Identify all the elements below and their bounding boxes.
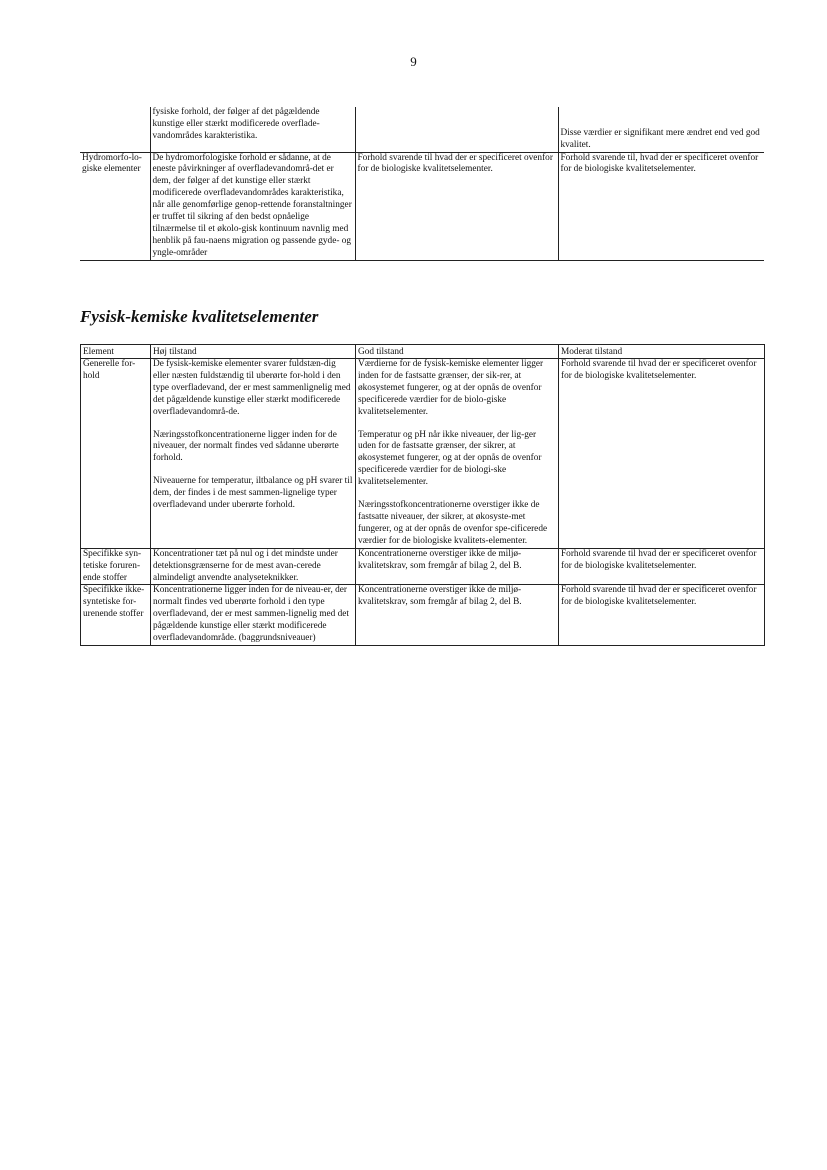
cell-text: De hydromorfologiske forhold er sådanne, at de eneste påvirkninger af overfladevandområ-det er dem, der følger af det kunstige eller stærkt modificerede overfladevandområdes karakteristika, når alle genomførlige genop-rettende foranstaltninger er truffet til sikring af den bedst opnåelige tilnærmelse til et økolo-gisk kontinuum navnlig med henblik på fau-naens migration og passende gyde- og yngle-områder	[152, 152, 352, 258]
cell-god-tilstand: Forhold svarende til hvad der er specificeret ovenfor for de biologiske kvalitetselementer.	[355, 152, 558, 260]
cell-hoj-tilstand	[151, 548, 356, 585]
table-row	[81, 359, 765, 549]
cell-text: Næringsstofkoncentrationerne overstiger ikke de fastsatte niveauer, der sikrer, at økosyste-met fungerer, og at der opnås de ovenfor spe-cificerede værdier for de biologiske kvalitets-elementer.	[358, 500, 548, 546]
table-row	[81, 548, 765, 585]
hydromorphology-table-continuation	[80, 107, 764, 261]
cell-moderat-tilstand: Disse værdier er signifikant mere ændret end ved god kvalitet.	[558, 107, 764, 152]
cell-hoj-tilstand	[150, 152, 355, 260]
table-header-row	[81, 345, 765, 359]
header-hoj-tilstand: Høj tilstand	[151, 345, 356, 359]
cell-god-tilstand	[355, 107, 558, 152]
cell-text: Værdierne for de fysisk-kemiske elementer ligger inden for de fastsatte grænser, der sik-rer, at økosystemet fungerer, og at der opnås de ovenfor specificerede værdier for de biolo-giske kvalitetselementer.	[358, 359, 544, 417]
cell-element: Generelle for-hold	[81, 359, 151, 549]
cell-god-tilstand	[356, 585, 559, 646]
cell-moderat-tilstand: Forhold svarende til hvad der er specificeret ovenfor for de biologiske kvalitetselementer.	[559, 359, 765, 549]
section-title: Fysisk-kemiske kvalitetselementer	[80, 307, 319, 326]
cell-god-tilstand	[356, 548, 559, 585]
cell-text: fysiske forhold, der følger af det pågældende kunstige eller stærkt modificerede overflade-vandområdes karakteristika.	[152, 107, 320, 141]
cell-element	[80, 107, 150, 152]
cell-text: Temperatur og pH når ikke niveauer, der lig-ger uden for de fastsatte grænser, der sikrer, at økosystemet fungerer, og at der opnås de ovenfor specificerede værdier for de biologi-ske kvalitetselementer.	[358, 429, 542, 488]
cell-hoj-tilstand	[151, 359, 356, 549]
cell-god-tilstand	[356, 359, 559, 549]
physico-chemical-quality-table	[80, 344, 765, 646]
cell-text: Koncentrationerne overstiger ikke de miljø-kvalitetskrav, som fremgår af bilag 2, del B.	[358, 548, 522, 571]
table-row	[81, 585, 765, 646]
cell-hoj-tilstand	[151, 585, 356, 646]
cell-text: Koncentrationer tæt på nul og i det mindste under detektionsgrænserne for de mest avan-cerede almindeligt anvendte analyseteknikker.	[153, 548, 338, 583]
cell-text: Niveauerne for temperatur, iltbalance og pH svarer til dem, der findes i de mest sammen-lignelige typer overfladevand under uberørte forhold.	[153, 476, 353, 511]
cell-text: De fysisk-kemiske elementer svarer fuldstæn-dig eller næsten fuldstændig til uberørte for-hold i den type overfladevand, der er mest sammenlignelig med det pågældende kunstige eller stærkt modificerede overfladevandområ-de.	[153, 359, 351, 417]
cell-moderat-tilstand: Forhold svarende til hvad der er specificeret ovenfor for de biologiske kvalitetselementer.	[559, 548, 765, 585]
cell-hoj-tilstand	[150, 107, 355, 152]
table-row	[80, 107, 764, 152]
header-god-tilstand: God tilstand	[356, 345, 559, 359]
cell-text: Koncentrationerne ligger inden for de niveau-er, der normalt findes ved uberørte forhold i den type overfladevand, der er mest sammen-lignelig med det pågældende kunstige eller stærkt modificerede overfladevandområde. (baggrundsniveauer)	[153, 585, 349, 644]
header-moderat-tilstand: Moderat tilstand	[559, 345, 765, 359]
cell-element: Specifikke ikke-syntetiske for-urenende stoffer	[81, 585, 151, 646]
cell-text: Næringsstofkoncentrationerne ligger inden for de niveauer, der normalt findes ved sådanne uberørte forhold.	[153, 429, 339, 464]
cell-element: Specifikke syn-tetiske foruren-ende stoffer	[81, 548, 151, 585]
page-number: 9	[410, 54, 417, 69]
cell-element: Hydromorfo-lo-giske elementer	[80, 152, 150, 260]
header-element: Element	[81, 345, 151, 359]
cell-moderat-tilstand: Forhold svarende til hvad der er specificeret ovenfor for de biologiske kvalitetselementer.	[559, 585, 765, 646]
cell-text: Koncentrationerne overstiger ikke de miljø-kvalitetskrav, som fremgår af bilag 2, del B.	[358, 585, 522, 608]
table-row	[80, 152, 764, 260]
cell-moderat-tilstand: Forhold svarende til, hvad der er specificeret ovenfor for de biologiske kvalitetselementer.	[558, 152, 764, 260]
